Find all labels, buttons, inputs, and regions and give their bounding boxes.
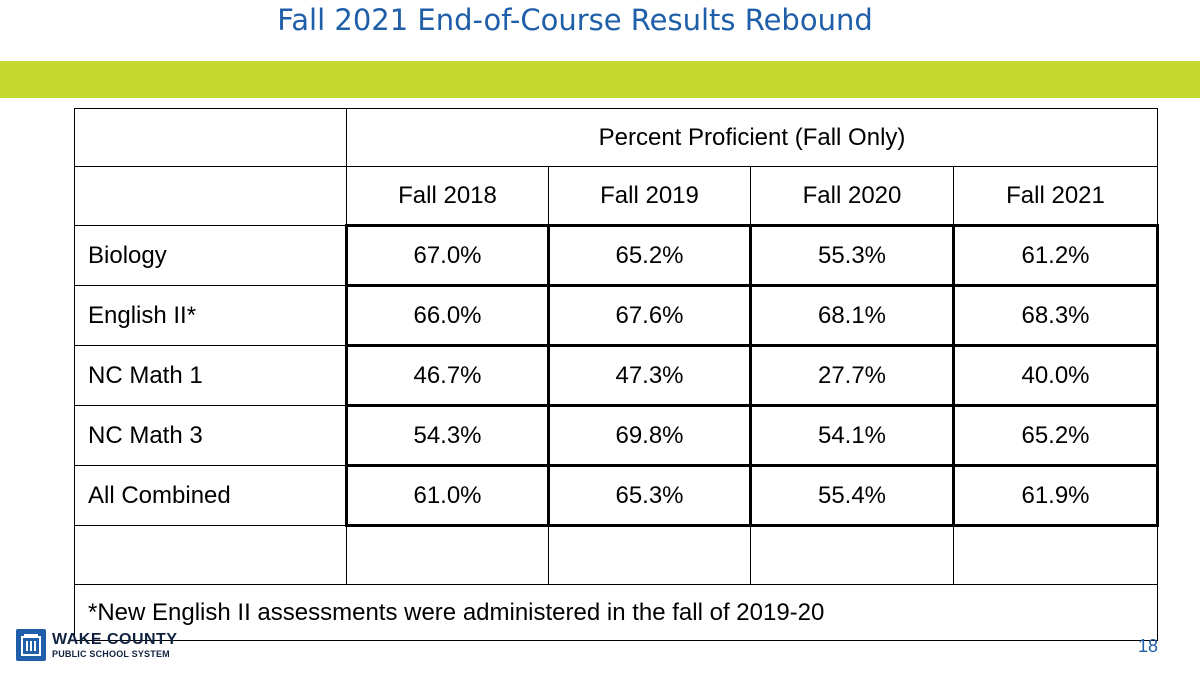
table-corner-cell	[75, 167, 347, 226]
empty-cell	[75, 526, 347, 585]
page-title: Fall 2021 End-of-Course Results Rebound	[277, 3, 873, 37]
table-cell: 27.7%	[751, 346, 954, 406]
table-cell: 65.2%	[549, 226, 751, 286]
table-empty-row	[75, 526, 1158, 585]
table-cell: 46.7%	[347, 346, 549, 406]
table-cell: 40.0%	[954, 346, 1158, 406]
table-cell: 65.2%	[954, 406, 1158, 466]
table-row	[75, 346, 1158, 406]
table-header-row-group	[75, 109, 1158, 167]
column-header: Fall 2018	[347, 167, 549, 226]
empty-cell	[954, 526, 1158, 585]
wcpss-logo	[16, 628, 178, 662]
column-group-header: Percent Proficient (Fall Only)	[347, 109, 1158, 167]
table-row	[75, 466, 1158, 526]
table-footnote-row	[75, 585, 1158, 641]
table-cell: 54.3%	[347, 406, 549, 466]
logo-name: WAKE COUNTY	[52, 630, 178, 648]
table-cell: 68.1%	[751, 286, 954, 346]
table-cell: 61.9%	[954, 466, 1158, 526]
table-cell: 66.0%	[347, 286, 549, 346]
table-cell: 54.1%	[751, 406, 954, 466]
empty-cell	[347, 526, 549, 585]
row-label: NC Math 1	[75, 346, 347, 406]
accent-bar	[0, 61, 1200, 98]
school-building-icon	[16, 629, 46, 661]
page-number: 18	[1137, 636, 1158, 656]
table-cell: 47.3%	[549, 346, 751, 406]
table-corner-cell	[75, 109, 347, 167]
table-cell: 69.8%	[549, 406, 751, 466]
row-label: Biology	[75, 226, 347, 286]
table-row	[75, 406, 1158, 466]
column-header: Fall 2021	[954, 167, 1158, 226]
table-cell: 68.3%	[954, 286, 1158, 346]
empty-cell	[751, 526, 954, 585]
empty-cell	[549, 526, 751, 585]
logo-subtitle: PUBLIC SCHOOL SYSTEM	[52, 648, 170, 659]
row-label: English II*	[75, 286, 347, 346]
footnote: *New English II assessments were administered in the fall of 2019-20	[75, 585, 1158, 641]
table-row	[75, 226, 1158, 286]
table-cell: 65.3%	[549, 466, 751, 526]
table-cell: 55.3%	[751, 226, 954, 286]
table-cell: 67.6%	[549, 286, 751, 346]
table-row	[75, 286, 1158, 346]
table-cell: 67.0%	[347, 226, 549, 286]
column-header: Fall 2020	[751, 167, 954, 226]
results-table	[74, 108, 1159, 641]
table-cell: 55.4%	[751, 466, 954, 526]
table-header-row	[75, 167, 1158, 226]
row-label: All Combined	[75, 466, 347, 526]
table-cell: 61.2%	[954, 226, 1158, 286]
row-label: NC Math 3	[75, 406, 347, 466]
table-cell: 61.0%	[347, 466, 549, 526]
column-header: Fall 2019	[549, 167, 751, 226]
